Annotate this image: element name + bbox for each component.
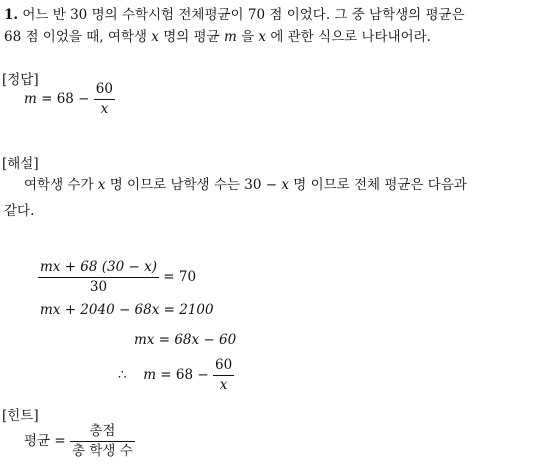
equation-4-fraction	[213, 356, 234, 395]
problem-number: 1.	[4, 7, 19, 23]
answer-header: [정답]	[2, 72, 39, 88]
solution-text-a: 여학생 수가	[24, 177, 94, 193]
answer-fraction-denominator: x	[94, 99, 115, 119]
equation-1-fraction	[38, 258, 159, 297]
solution-equation-4	[118, 356, 234, 395]
solution-header: [해설]	[2, 156, 39, 172]
solution-text-b: 명 이므로 남학생 수는 30 −	[109, 177, 278, 193]
hint-lhs: 평균 =	[24, 433, 66, 449]
equation-4-numerator: 60	[214, 357, 233, 373]
variable-x: x	[97, 177, 106, 193]
hint-equation	[24, 422, 135, 461]
solution-equation-3	[134, 332, 236, 348]
equation-4-denominator: x	[213, 375, 234, 395]
answer-equation	[24, 80, 115, 119]
answer-fraction	[94, 80, 115, 119]
solution-paragraph-1	[24, 174, 467, 196]
problem-text-line-2d: 에 관한 식으로 나타내어라.	[270, 29, 431, 45]
problem-text-line-2a: 68 점 이었을 때, 여학생	[4, 29, 147, 45]
variable-x: x	[281, 177, 289, 193]
solution-equation-1	[38, 258, 196, 297]
solution-paragraph-2: 같다.	[4, 203, 35, 219]
problem-text-line-2c: 을	[241, 29, 255, 45]
answer-lhs: m	[24, 91, 37, 107]
problem-line-1	[4, 4, 465, 26]
variable-x: x	[151, 29, 159, 45]
equation-4-eq: = 68 −	[160, 367, 209, 383]
equation-1-numerator: mx + 68 (30 − x)	[40, 259, 157, 275]
variable-x: x	[258, 29, 267, 45]
answer-fraction-numerator: 60	[95, 81, 113, 97]
equation-1-denominator: 30	[38, 277, 159, 297]
equation-3-rhs: = 68x − 60	[158, 332, 237, 348]
problem-text-line-1: 어느 반 30 명의 수학시험 전체평균이 70 점 이었다. 그 중 남학생의 평균은	[22, 7, 465, 23]
solution-text-c: 명 이므로 전체 평균은 다음과	[293, 177, 467, 193]
equation-1-rhs: = 70	[163, 269, 197, 285]
hint-fraction	[70, 422, 135, 461]
hint-header: [힌트]	[2, 408, 39, 424]
hint-denominator: 총 학생 수	[71, 443, 133, 459]
hint-numerator: 총점	[89, 423, 116, 439]
problem-text-line-2b: 명의 평균	[163, 29, 220, 45]
problem-line-2	[4, 26, 431, 48]
solution-equation-2: mx + 2040 − 68x = 2100	[40, 302, 214, 318]
equation-4-lhs: m	[143, 367, 156, 383]
answer-eq: = 68 −	[41, 91, 90, 107]
therefore-symbol: ∴	[118, 367, 127, 383]
equation-3-lhs: mx	[134, 332, 155, 348]
variable-m: m	[223, 29, 237, 45]
